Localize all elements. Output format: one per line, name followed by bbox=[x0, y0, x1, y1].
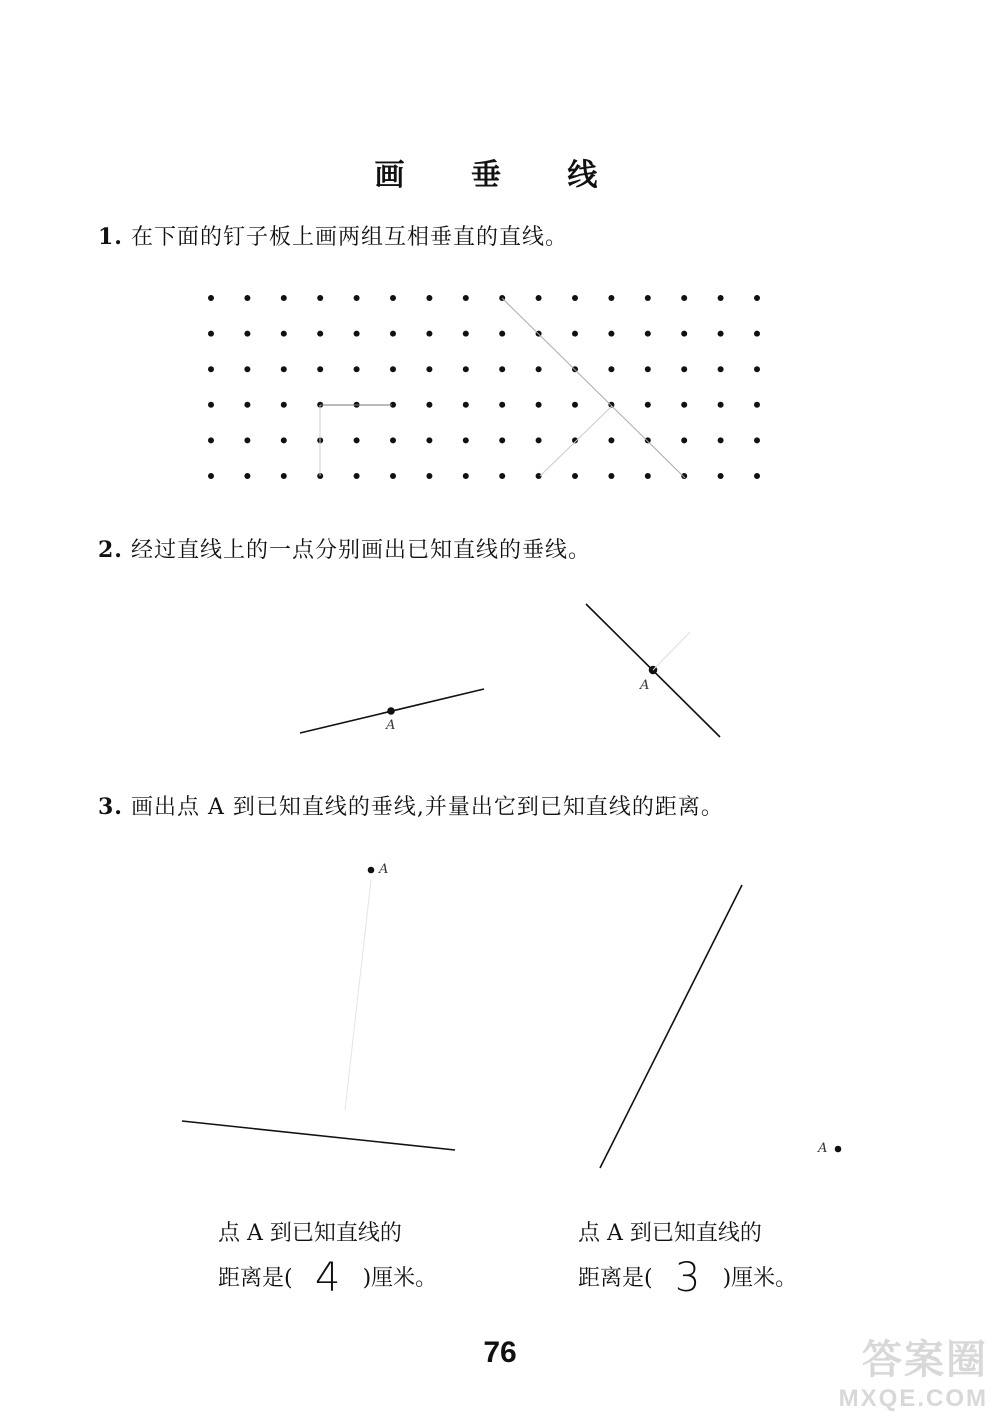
peg-dot bbox=[718, 295, 724, 301]
peg-dot bbox=[281, 473, 287, 479]
peg-dot bbox=[645, 402, 651, 408]
peg-dot bbox=[536, 366, 542, 372]
peg-dot bbox=[244, 295, 250, 301]
q3-line-1 bbox=[182, 1121, 455, 1150]
pegboard bbox=[208, 295, 760, 479]
peg-dot bbox=[463, 366, 469, 372]
peg-dot bbox=[244, 473, 250, 479]
peg-dot bbox=[608, 295, 614, 301]
q2-point-label-2: A bbox=[640, 678, 650, 693]
peg-dot bbox=[681, 437, 687, 443]
q3-point-label-1: A bbox=[379, 862, 389, 877]
peg-dot bbox=[244, 366, 250, 372]
peg-dot bbox=[536, 437, 542, 443]
peg-dot bbox=[281, 295, 287, 301]
peg-dot bbox=[426, 331, 432, 337]
peg-dot bbox=[499, 402, 505, 408]
peg-dot bbox=[317, 295, 323, 301]
peg-dot bbox=[754, 331, 760, 337]
peg-dot bbox=[244, 331, 250, 337]
peg-dot bbox=[463, 331, 469, 337]
peg-dot bbox=[608, 437, 614, 443]
peg-dot bbox=[281, 366, 287, 372]
answer-1-line-1: 点 A 到已知直线的 bbox=[218, 1221, 402, 1246]
peg-dot bbox=[390, 366, 396, 372]
peg-dot bbox=[645, 295, 651, 301]
q2-point-1 bbox=[388, 708, 394, 714]
peg-dot bbox=[390, 437, 396, 443]
answer-2-value: 3 bbox=[674, 1255, 701, 1301]
peg-dot bbox=[499, 366, 505, 372]
peg-dot bbox=[718, 437, 724, 443]
page-title: 画 垂 线 bbox=[374, 158, 626, 193]
peg-dot bbox=[208, 402, 214, 408]
peg-dot bbox=[390, 331, 396, 337]
answer-2-prefix: 距离是( bbox=[578, 1266, 653, 1291]
peg-dot bbox=[681, 295, 687, 301]
peg-dot bbox=[244, 402, 250, 408]
peg-dot bbox=[499, 437, 505, 443]
peg-dot bbox=[645, 331, 651, 337]
peg-dot bbox=[681, 366, 687, 372]
peg-dot bbox=[354, 473, 360, 479]
peg-dot bbox=[536, 402, 542, 408]
pegboard-drawn-lines bbox=[320, 298, 685, 478]
peg-dot bbox=[718, 366, 724, 372]
answer-block-1 bbox=[218, 1212, 437, 1301]
question-3-text: 画出点 A 到已知直线的垂线,并量出它到已知直线的距离。 bbox=[130, 795, 724, 820]
peg-dot bbox=[754, 402, 760, 408]
peg-dot bbox=[426, 295, 432, 301]
answer-1-suffix: )厘米。 bbox=[362, 1266, 438, 1291]
q3-point-2 bbox=[836, 1147, 841, 1152]
question-2-number: 2. bbox=[98, 537, 123, 563]
peg-dot bbox=[572, 295, 578, 301]
watermark-line-2: MXQE.COM bbox=[838, 1385, 988, 1412]
peg-dot bbox=[281, 437, 287, 443]
peg-dot bbox=[572, 473, 578, 479]
peg-dot bbox=[645, 437, 651, 443]
peg-dot bbox=[499, 331, 505, 337]
peg-dot bbox=[244, 437, 250, 443]
answer-1-line-2 bbox=[218, 1256, 437, 1301]
answer-2-line-1: 点 A 到已知直线的 bbox=[578, 1221, 762, 1246]
peg-dot bbox=[281, 331, 287, 337]
peg-dot bbox=[608, 331, 614, 337]
peg-dot bbox=[281, 402, 287, 408]
q2-figures bbox=[300, 604, 720, 737]
peg-dot bbox=[426, 437, 432, 443]
peg-dot bbox=[718, 331, 724, 337]
peg-dot bbox=[681, 402, 687, 408]
q2-faint-perpendicular bbox=[653, 632, 690, 670]
peg-dot bbox=[354, 366, 360, 372]
peg-dot bbox=[354, 331, 360, 337]
peg-dot bbox=[608, 473, 614, 479]
answer-1-value: 4 bbox=[314, 1255, 341, 1301]
peg-dot bbox=[317, 331, 323, 337]
peg-dot bbox=[572, 331, 578, 337]
peg-dot bbox=[463, 295, 469, 301]
q3-line-2 bbox=[600, 885, 742, 1168]
question-1-number: 1. bbox=[98, 224, 123, 250]
peg-dot bbox=[754, 437, 760, 443]
watermark-line-1: 答案圈 bbox=[862, 1338, 988, 1382]
peg-dot bbox=[426, 402, 432, 408]
peg-dot bbox=[681, 473, 687, 479]
peg-dot bbox=[754, 366, 760, 372]
peg-dot bbox=[754, 295, 760, 301]
peg-dot bbox=[608, 366, 614, 372]
answer-block-2 bbox=[578, 1212, 797, 1301]
q3-faint-perpendicular bbox=[345, 880, 371, 1110]
peg-dot bbox=[718, 402, 724, 408]
peg-dot bbox=[208, 473, 214, 479]
peg-dot bbox=[208, 366, 214, 372]
page-number: 76 bbox=[483, 1336, 517, 1369]
peg-dot bbox=[463, 402, 469, 408]
q2-point-label-1: A bbox=[386, 718, 396, 733]
peg-dot bbox=[572, 402, 578, 408]
peg-dot bbox=[463, 437, 469, 443]
peg-dot bbox=[463, 473, 469, 479]
peg-dot bbox=[208, 437, 214, 443]
watermark bbox=[839, 1328, 988, 1413]
peg-dot bbox=[354, 437, 360, 443]
peg-dot bbox=[536, 295, 542, 301]
answer-2-line-2 bbox=[578, 1256, 797, 1301]
peg-dot bbox=[317, 366, 323, 372]
question-2-text: 经过直线上的一点分别画出已知直线的垂线。 bbox=[130, 538, 591, 563]
peg-dot bbox=[426, 366, 432, 372]
peg-dot bbox=[354, 295, 360, 301]
peg-dot bbox=[718, 473, 724, 479]
q3-point-1 bbox=[369, 868, 374, 873]
pegboard-line-diagonal-1 bbox=[502, 298, 685, 478]
peg-dot bbox=[499, 473, 505, 479]
peg-dot bbox=[390, 295, 396, 301]
peg-dot bbox=[645, 473, 651, 479]
peg-dot bbox=[390, 473, 396, 479]
peg-dot bbox=[208, 331, 214, 337]
peg-dot bbox=[208, 295, 214, 301]
peg-dot bbox=[681, 331, 687, 337]
q3-figures bbox=[182, 868, 841, 1169]
q3-point-label-2: A bbox=[818, 1141, 828, 1156]
question-3 bbox=[98, 790, 724, 821]
question-2 bbox=[98, 533, 591, 564]
peg-dot bbox=[754, 473, 760, 479]
answer-2-suffix: )厘米。 bbox=[722, 1266, 798, 1291]
peg-dot bbox=[645, 366, 651, 372]
question-3-number: 3. bbox=[98, 794, 123, 820]
pegboard-line-diagonal-2 bbox=[540, 406, 612, 476]
peg-dot bbox=[426, 473, 432, 479]
answer-1-prefix: 距离是( bbox=[218, 1266, 293, 1291]
question-1-text: 在下面的钉子板上画两组互相垂直的直线。 bbox=[130, 225, 568, 250]
